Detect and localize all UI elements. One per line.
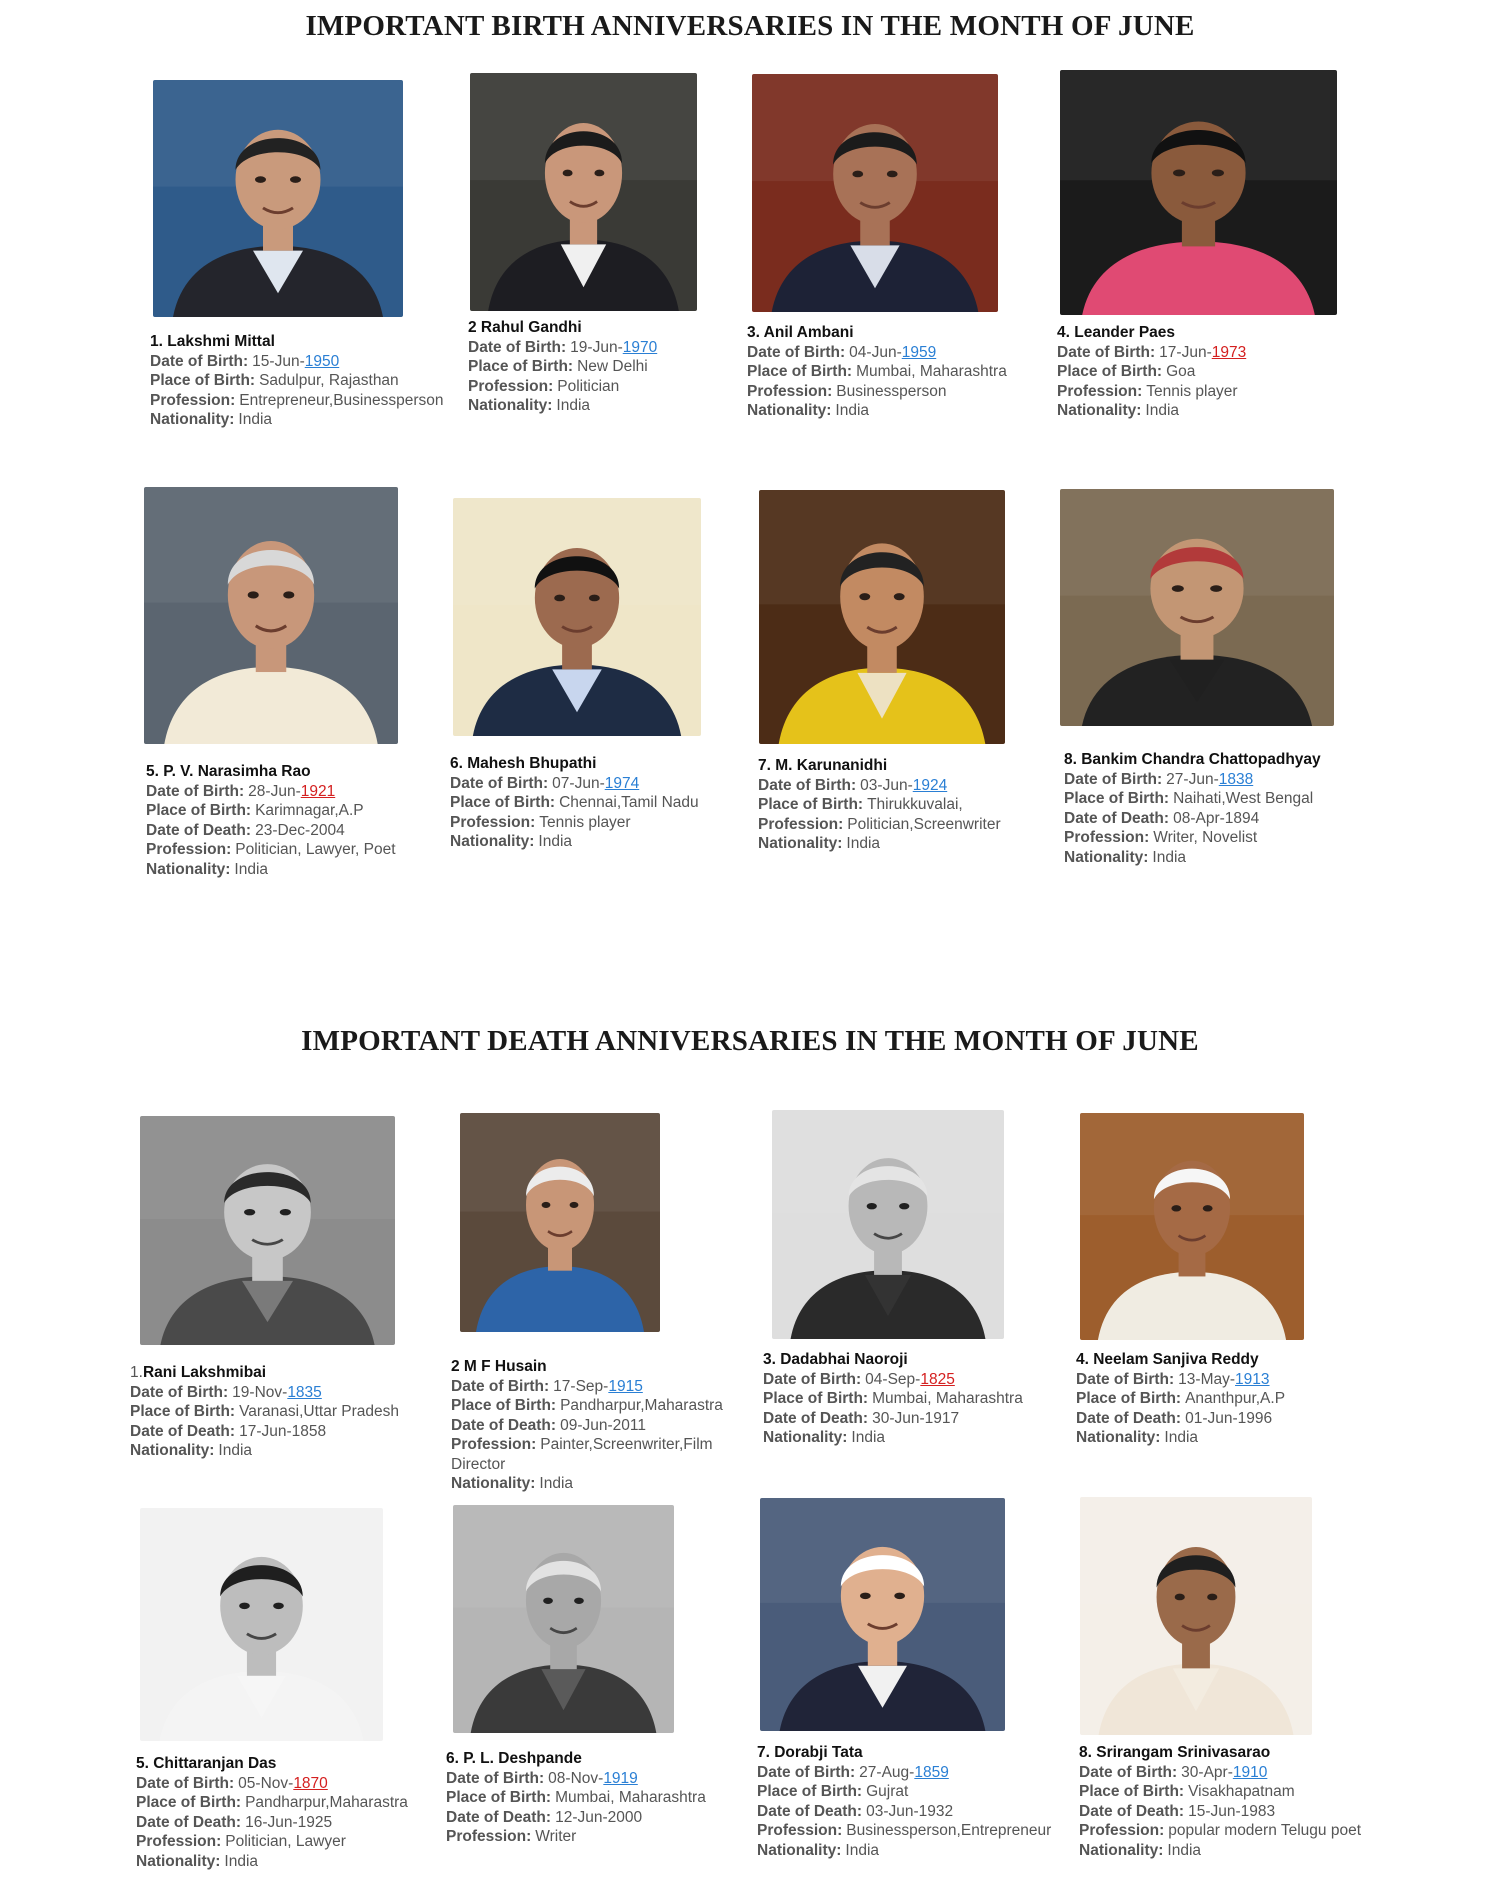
profession-label: Profession: (446, 1828, 532, 1845)
place-of-birth-line (136, 1793, 408, 1813)
date-of-birth-line (1079, 1763, 1361, 1783)
dod-value: 16-Jun-1925 (245, 1813, 333, 1831)
profession-label: Profession: (1064, 829, 1150, 846)
person-info (758, 756, 1001, 854)
pob-label: Place of Birth: (146, 802, 252, 819)
place-of-birth-line (757, 1782, 1051, 1802)
birth-year-link[interactable]: 1859 (914, 1763, 949, 1781)
pob-label: Place of Birth: (468, 358, 574, 375)
nationality-label: Nationality: (150, 411, 235, 428)
dob-day: 07-Jun- (552, 774, 605, 792)
name-line (747, 323, 1007, 343)
portrait-image (453, 498, 701, 736)
profession-value: Politician (557, 377, 620, 395)
pob-label: Place of Birth: (763, 1390, 869, 1407)
profession-label: Profession: (747, 382, 833, 400)
birth-year-link[interactable]: 1974 (604, 774, 640, 792)
date-of-birth-line (758, 776, 1001, 796)
portrait-image (760, 1498, 1005, 1731)
dob-day: 05-Nov- (238, 1774, 294, 1792)
birth-year-link[interactable]: 1870 (293, 1774, 328, 1792)
nationality-value: India (845, 1841, 880, 1859)
profession-value: Businessperson,Entrepreneur (846, 1822, 1052, 1839)
nationality-line (1079, 1841, 1361, 1861)
place-of-birth-line (446, 1788, 706, 1808)
birth-year-link[interactable]: 1825 (920, 1370, 955, 1388)
profession-value: Writer, Novelist (1153, 829, 1258, 846)
place-of-birth-line (150, 371, 443, 391)
person-info (136, 1754, 408, 1871)
pob-label: Place of Birth: (451, 1397, 557, 1414)
person-name: 7. M. Karunanidhi (758, 757, 888, 774)
profession-label: Profession: (136, 1833, 222, 1850)
nationality-label: Nationality: (757, 1841, 842, 1859)
nationality-value: India (835, 402, 870, 419)
name-line (763, 1350, 1023, 1370)
pob-value: Pandharpur,Maharastra (560, 1397, 723, 1414)
place-of-birth-line (1057, 362, 1246, 382)
birth-year-link[interactable]: 1970 (622, 338, 658, 356)
nationality-label: Nationality: (747, 402, 832, 419)
nationality-value: India (851, 1429, 886, 1446)
date-of-death-line (136, 1813, 408, 1833)
portrait-image (772, 1110, 1004, 1339)
place-of-birth-line (146, 801, 396, 821)
name-line (146, 762, 396, 782)
portrait-image (1080, 1113, 1304, 1340)
dod-label: Date of Death: (136, 1813, 242, 1831)
nationality-label: Nationality: (468, 397, 553, 414)
pob-value: Mumbai, Maharashtra (856, 363, 1007, 380)
nationality-line (450, 832, 699, 852)
dob-label: Date of Birth: (1076, 1370, 1175, 1388)
birth-year-link[interactable]: 1835 (287, 1383, 322, 1401)
date-of-death-line (1076, 1409, 1285, 1429)
profession-line (757, 1821, 1051, 1841)
nationality-value: India (224, 1852, 259, 1870)
date-of-death-line (130, 1422, 399, 1442)
nationality-label: Nationality: (763, 1429, 848, 1446)
date-of-death-line (451, 1416, 723, 1436)
pob-value: Varanasi,Uttar Pradesh (239, 1403, 400, 1420)
nationality-value: India (556, 397, 591, 414)
dob-day: 04-Jun- (849, 343, 902, 361)
dob-label: Date of Birth: (450, 774, 549, 792)
person-name: 8. Bankim Chandra Chattopadhyay (1064, 751, 1321, 768)
profession-line (150, 391, 443, 411)
profession-label: Profession: (758, 815, 844, 833)
profession-value: Politician,Screenwriter (847, 815, 1001, 833)
pob-value: Mumbai, Maharashtra (555, 1789, 706, 1806)
pob-label: Place of Birth: (1064, 790, 1170, 807)
nationality-label: Nationality: (758, 835, 843, 852)
birth-year-link[interactable]: 1915 (608, 1377, 643, 1395)
nationality-value: India (218, 1442, 253, 1459)
portrait-image (1080, 1497, 1312, 1735)
portrait-image (460, 1113, 660, 1332)
profession-line (468, 377, 657, 397)
dob-day: 13-May- (1178, 1370, 1236, 1388)
profession-value: Politician, Lawyer, Poet (235, 841, 396, 858)
dod-label: Date of Death: (446, 1808, 552, 1826)
profession-line (136, 1832, 408, 1852)
birth-year-link[interactable]: 1910 (1232, 1763, 1268, 1781)
pob-label: Place of Birth: (136, 1794, 242, 1811)
name-line (136, 1754, 408, 1774)
pob-label: Place of Birth: (1079, 1783, 1185, 1800)
birth-anniversaries-title: IMPORTANT BIRTH ANNIVERSARIES IN THE MONTH OF JUNE (305, 10, 1195, 42)
dod-value: 30-Jun-1917 (872, 1409, 960, 1427)
person-name: 6. P. L. Deshpande (446, 1750, 582, 1767)
nationality-label: Nationality: (136, 1852, 221, 1870)
profession-line (747, 382, 1007, 402)
date-of-death-line (1064, 809, 1321, 829)
profession-line (758, 815, 1001, 835)
nationality-line (1057, 401, 1246, 421)
person-name: 5. P. V. Narasimha Rao (146, 763, 311, 780)
date-of-birth-line (1064, 770, 1321, 790)
person-info (468, 318, 657, 416)
nationality-line (130, 1441, 399, 1461)
birth-year-link[interactable]: 1950 (304, 352, 340, 370)
pob-label: Place of Birth: (446, 1789, 552, 1806)
dob-label: Date of Birth: (763, 1370, 862, 1388)
profession-label: Profession: (1079, 1822, 1165, 1839)
pob-label: Place of Birth: (1076, 1390, 1182, 1407)
profession-line (1064, 828, 1321, 848)
birth-year-link[interactable]: 1921 (300, 782, 336, 800)
dob-label: Date of Birth: (146, 782, 245, 800)
dod-value: 03-Jun-1932 (866, 1802, 954, 1820)
nationality-value: India (538, 833, 573, 850)
birth-year-link[interactable]: 1838 (1218, 770, 1254, 788)
portrait-image (1060, 70, 1337, 315)
dod-label: Date of Death: (1076, 1409, 1182, 1427)
dod-label: Date of Death: (451, 1416, 557, 1434)
place-of-birth-line (747, 362, 1007, 382)
nationality-value: India (1145, 402, 1180, 419)
dod-label: Date of Death: (757, 1802, 863, 1820)
pob-label: Place of Birth: (450, 794, 556, 811)
dob-day: 04-Sep- (865, 1370, 921, 1388)
dod-value: 12-Jun-2000 (555, 1808, 643, 1826)
portrait-image (153, 80, 403, 317)
nationality-line (763, 1428, 1023, 1448)
nationality-line (136, 1852, 408, 1872)
dob-label: Date of Birth: (150, 352, 249, 370)
dob-label: Date of Birth: (757, 1763, 856, 1781)
dob-label: Date of Birth: (130, 1383, 229, 1401)
profession-label: Profession: (450, 813, 536, 831)
place-of-birth-line (451, 1396, 723, 1416)
date-of-birth-line (1076, 1370, 1285, 1390)
dob-day: 28-Jun- (248, 782, 301, 800)
pob-label: Place of Birth: (1057, 363, 1163, 380)
nationality-value: India (539, 1475, 574, 1492)
pob-value: Thirukkuvalai, (867, 796, 963, 813)
pob-value: Gujrat (866, 1783, 909, 1800)
person-info (1079, 1743, 1361, 1860)
person-name: Rani Lakshmibai (142, 1364, 267, 1381)
place-of-birth-line (758, 795, 1001, 815)
nationality-line (150, 410, 443, 430)
profession-label: Profession: (150, 391, 236, 409)
profession-label: Profession: (146, 841, 232, 858)
pob-label: Place of Birth: (758, 796, 864, 813)
date-of-birth-line (763, 1370, 1023, 1390)
nationality-line (451, 1474, 723, 1494)
name-line (451, 1357, 723, 1377)
name-line (757, 1743, 1051, 1763)
name-line (130, 1363, 399, 1383)
person-name: 7. Dorabji Tata (757, 1744, 863, 1761)
dob-day: 17-Sep- (553, 1377, 609, 1395)
person-name: 8. Srirangam Srinivasarao (1079, 1744, 1271, 1761)
dod-value: 09-Jun-2011 (560, 1416, 646, 1434)
nationality-line (1076, 1428, 1285, 1448)
profession-value: Tennis player (1146, 382, 1238, 400)
date-of-birth-line (1057, 343, 1246, 363)
nationality-value: India (1164, 1429, 1199, 1446)
date-of-birth-line (150, 352, 443, 372)
person-info (450, 754, 699, 852)
dob-label: Date of Birth: (1057, 343, 1156, 361)
portrait-image (453, 1505, 674, 1733)
dob-day: 15-Jun- (252, 352, 305, 370)
nationality-label: Nationality: (1064, 848, 1149, 866)
dod-label: Date of Death: (130, 1422, 236, 1440)
name-line (1076, 1350, 1285, 1370)
person-info (146, 762, 396, 879)
person-name: 2 M F Husain (451, 1358, 547, 1375)
person-info (747, 323, 1007, 421)
nationality-value: India (1152, 848, 1187, 866)
portrait-image (752, 74, 998, 312)
profession-label: Profession: (468, 377, 554, 395)
name-line (758, 756, 1001, 776)
pob-value: Naihati,West Bengal (1173, 790, 1314, 807)
nationality-line (468, 396, 657, 416)
person-name: 4. Leander Paes (1057, 324, 1176, 341)
portrait-image (140, 1508, 383, 1741)
profession-value: Businessperson (836, 382, 947, 400)
date-of-death-line (757, 1802, 1051, 1822)
portrait-image (759, 490, 1005, 744)
pob-value: Pandharpur,Maharastra (245, 1794, 408, 1811)
dod-value: 23-Dec-2004 (255, 821, 345, 839)
nationality-value: India (846, 835, 881, 852)
dod-value: 01-Jun-1996 (1185, 1409, 1273, 1427)
birth-year-link[interactable]: 1973 (1211, 343, 1247, 361)
birth-year-link[interactable]: 1959 (901, 343, 937, 361)
date-of-birth-line (747, 343, 1007, 363)
dob-label: Date of Birth: (451, 1377, 550, 1395)
person-info (1057, 323, 1246, 421)
place-of-birth-line (1076, 1389, 1285, 1409)
place-of-birth-line (1064, 789, 1321, 809)
profession-line (1057, 382, 1246, 402)
portrait-image (140, 1116, 395, 1345)
person-name: 1. Lakshmi Mittal (150, 333, 275, 350)
date-of-birth-line (468, 338, 657, 358)
date-of-death-line (763, 1409, 1023, 1429)
profession-line (451, 1435, 723, 1455)
pob-value: Visakhapatnam (1188, 1783, 1295, 1800)
name-line (1079, 1743, 1361, 1763)
portrait-image (144, 487, 398, 744)
dob-label: Date of Birth: (1079, 1763, 1178, 1781)
portrait-image (470, 73, 697, 311)
pob-value: Chennai,Tamil Nadu (559, 794, 699, 811)
date-of-death-line (1079, 1802, 1361, 1822)
dob-day: 30-Apr- (1181, 1763, 1233, 1781)
date-of-birth-line (146, 782, 396, 802)
dob-day: 17-Jun- (1159, 343, 1212, 361)
dob-day: 03-Jun- (860, 776, 913, 794)
birth-year-link[interactable]: 1924 (912, 776, 948, 794)
nationality-value: India (1167, 1841, 1202, 1859)
dob-day: 27-Jun- (1166, 770, 1219, 788)
profession-line (1079, 1821, 1361, 1841)
birth-year-link[interactable]: 1919 (603, 1769, 638, 1787)
dod-value: 08-Apr-1894 (1173, 809, 1260, 827)
date-of-birth-line (757, 1763, 1051, 1783)
pob-value: New Delhi (577, 358, 648, 375)
nationality-label: Nationality: (451, 1475, 536, 1492)
pob-value: Goa (1166, 363, 1196, 380)
dob-day: 27-Aug- (859, 1763, 915, 1781)
dod-label: Date of Death: (1064, 809, 1170, 827)
date-of-death-line (146, 821, 396, 841)
pob-value: Ananthpur,A.P (1185, 1390, 1286, 1407)
dod-value: 17-Jun-1858 (239, 1422, 327, 1440)
profession-line (146, 840, 396, 860)
pob-label: Place of Birth: (130, 1403, 236, 1420)
dob-label: Date of Birth: (758, 776, 857, 794)
person-name: 3. Anil Ambani (747, 324, 854, 341)
date-of-death-line (446, 1808, 706, 1828)
nationality-line (146, 860, 396, 880)
dod-label: Date of Death: (146, 821, 252, 839)
nationality-label: Nationality: (450, 833, 535, 850)
name-line (1064, 750, 1321, 770)
date-of-birth-line (451, 1377, 723, 1397)
person-name: 3. Dadabhai Naoroji (763, 1351, 908, 1368)
profession-value-continued: Director (451, 1455, 506, 1473)
profession-value: Politician, Lawyer (225, 1833, 346, 1850)
nationality-label: Nationality: (1057, 402, 1142, 419)
person-info (150, 332, 443, 430)
pob-label: Place of Birth: (757, 1783, 863, 1800)
profession-label: Profession: (757, 1822, 843, 1839)
nationality-value: India (234, 860, 269, 878)
nationality-line (747, 401, 1007, 421)
profession-value: popular modern Telugu poet (1168, 1822, 1362, 1839)
person-name: 6. Mahesh Bhupathi (450, 755, 597, 772)
person-name: 4. Neelam Sanjiva Reddy (1076, 1351, 1259, 1368)
profession-value: Painter,Screenwriter,Film (540, 1436, 713, 1453)
profession-continued-line (451, 1455, 723, 1475)
birth-year-link[interactable]: 1913 (1235, 1370, 1270, 1388)
pob-value: Mumbai, Maharashtra (872, 1390, 1023, 1407)
dod-label: Date of Death: (1079, 1802, 1185, 1820)
profession-value: Tennis player (539, 813, 631, 831)
date-of-birth-line (130, 1383, 399, 1403)
profession-label: Profession: (451, 1436, 537, 1453)
date-of-birth-line (136, 1774, 408, 1794)
nationality-line (1064, 848, 1321, 868)
nationality-line (758, 834, 1001, 854)
name-line (446, 1749, 706, 1769)
date-of-birth-line (450, 774, 699, 794)
nationality-line (757, 1841, 1051, 1861)
place-of-birth-line (130, 1402, 399, 1422)
name-line (468, 318, 657, 338)
nationality-value: India (238, 411, 273, 428)
place-of-birth-line (450, 793, 699, 813)
pob-value: Karimnagar,A.P (255, 802, 364, 819)
person-name: 5. Chittaranjan Das (136, 1755, 277, 1772)
nationality-label: Nationality: (146, 860, 231, 878)
profession-label: Profession: (1057, 382, 1143, 400)
person-info (1076, 1350, 1285, 1448)
name-line (150, 332, 443, 352)
person-info (446, 1749, 706, 1847)
place-of-birth-line (763, 1389, 1023, 1409)
dod-label: Date of Death: (763, 1409, 869, 1427)
dob-day: 19-Jun- (570, 338, 623, 356)
profession-value: Entrepreneur,Businessperson (239, 391, 444, 409)
nationality-label: Nationality: (1079, 1841, 1164, 1859)
person-info (1064, 750, 1321, 867)
person-name: 2 Rahul Gandhi (468, 319, 582, 336)
place-of-birth-line (1079, 1782, 1361, 1802)
pob-value: Sadulpur, Rajasthan (259, 372, 399, 389)
person-info (451, 1357, 723, 1494)
dob-label: Date of Birth: (446, 1769, 545, 1787)
person-info (757, 1743, 1051, 1860)
dob-label: Date of Birth: (468, 338, 567, 356)
profession-line (450, 813, 699, 833)
place-of-birth-line (468, 357, 657, 377)
profession-line (446, 1827, 706, 1847)
nationality-label: Nationality: (1076, 1429, 1161, 1446)
date-of-birth-line (446, 1769, 706, 1789)
dob-day: 08-Nov- (548, 1769, 604, 1787)
dob-label: Date of Birth: (747, 343, 846, 361)
dob-label: Date of Birth: (136, 1774, 235, 1792)
name-line (450, 754, 699, 774)
name-prefix: 1. (130, 1364, 143, 1381)
pob-label: Place of Birth: (150, 372, 256, 389)
portrait-image (1060, 489, 1334, 726)
dob-label: Date of Birth: (1064, 770, 1163, 788)
profession-value: Writer (535, 1828, 577, 1845)
death-anniversaries-title: IMPORTANT DEATH ANNIVERSARIES IN THE MONTH OF JUNE (301, 1025, 1199, 1057)
person-info (763, 1350, 1023, 1448)
nationality-label: Nationality: (130, 1442, 215, 1459)
dod-value: 15-Jun-1983 (1188, 1802, 1276, 1820)
dob-day: 19-Nov- (232, 1383, 288, 1401)
person-info (130, 1363, 399, 1461)
pob-label: Place of Birth: (747, 363, 853, 380)
name-line (1057, 323, 1246, 343)
